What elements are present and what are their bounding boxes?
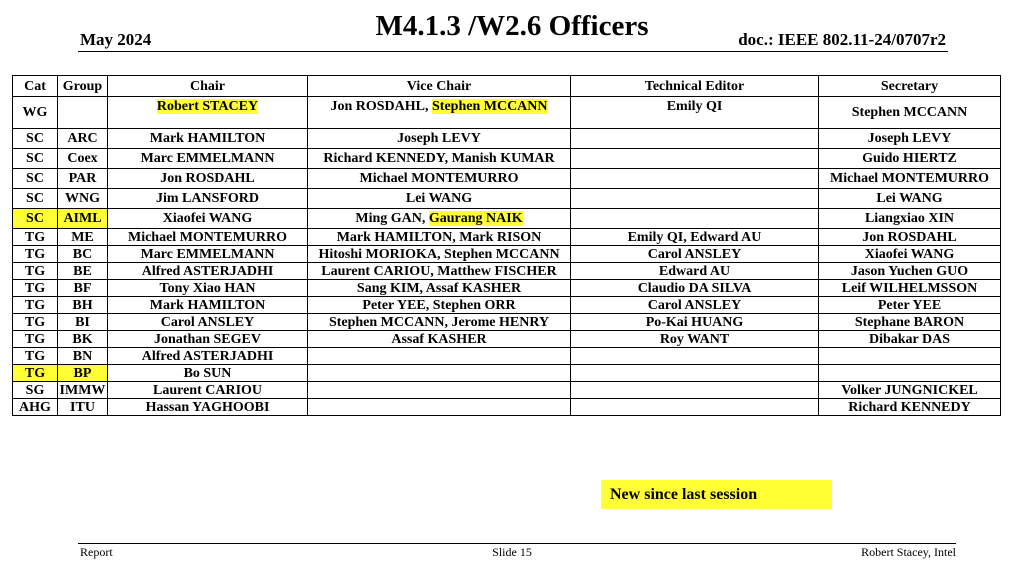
column-header-secretary: Secretary [819, 76, 1001, 97]
chair-cell: Hassan YAGHOOBI [108, 399, 308, 416]
chair-name-new: Robert STACEY [156, 99, 259, 114]
table-row-itu [13, 399, 1001, 416]
chair-cell [108, 97, 308, 129]
column-header-chair: Chair [108, 76, 308, 97]
group-cell: BI [58, 314, 108, 331]
secretary-cell: Stephane BARON [819, 314, 1001, 331]
table-row-coex [13, 149, 1001, 169]
cat-cell: TG [13, 348, 58, 365]
cat-cell: TG [13, 263, 58, 280]
secretary-cell [819, 365, 1001, 382]
group-cell: Coex [58, 149, 108, 169]
secretary-cell: Stephen MCCANN [819, 97, 1001, 129]
technical-editor-cell [571, 348, 819, 365]
cat-cell: TG [13, 246, 58, 263]
technical-editor-cell [571, 382, 819, 399]
secretary-cell: Jason Yuchen GUO [819, 263, 1001, 280]
technical-editor-cell: Carol ANSLEY [571, 297, 819, 314]
secretary-cell: Michael MONTEMURRO [819, 169, 1001, 189]
table-row-par [13, 169, 1001, 189]
technical-editor-cell: Carol ANSLEY [571, 246, 819, 263]
cat-cell: SC [13, 129, 58, 149]
chair-cell: Xiaofei WANG [108, 209, 308, 229]
cat-cell: AHG [13, 399, 58, 416]
group-cell-new: AIML [58, 209, 108, 229]
group-cell-new: BP [58, 365, 108, 382]
table-row-bn [13, 348, 1001, 365]
column-header-vice-chair: Vice Chair [308, 76, 571, 97]
vice-chair-cell: Stephen MCCANN, Jerome HENRY [308, 314, 571, 331]
group-cell [58, 97, 108, 129]
document-date: May 2024 [80, 30, 152, 49]
footer-author: Robert Stacey, Intel [861, 545, 956, 559]
table-row-bh [13, 297, 1001, 314]
cat-cell: TG [13, 280, 58, 297]
cat-cell-new: SC [13, 209, 58, 229]
secretary-cell: Richard KENNEDY [819, 399, 1001, 416]
group-cell: ARC [58, 129, 108, 149]
vice-chair-name-new: Gaurang NAIK [428, 211, 523, 226]
technical-editor-cell [571, 189, 819, 209]
chair-cell: Jonathan SEGEV [108, 331, 308, 348]
group-cell: ITU [58, 399, 108, 416]
chair-cell: Michael MONTEMURRO [108, 229, 308, 246]
cat-cell: TG [13, 229, 58, 246]
technical-editor-cell: Edward AU [571, 263, 819, 280]
technical-editor-cell: Po-Kai HUANG [571, 314, 819, 331]
chair-cell: Tony Xiao HAN [108, 280, 308, 297]
technical-editor-cell: Emily QI, Edward AU [571, 229, 819, 246]
technical-editor-cell: Emily QI [571, 97, 819, 129]
secretary-cell [819, 348, 1001, 365]
chair-cell: Marc EMMELMANN [108, 149, 308, 169]
chair-cell: Alfred ASTERJADHI [108, 348, 308, 365]
column-header-technical-editor: Technical Editor [571, 76, 819, 97]
technical-editor-cell [571, 365, 819, 382]
chair-cell: Bo SUN [108, 365, 308, 382]
vice-chair-cell [308, 97, 571, 129]
secretary-cell: Jon ROSDAHL [819, 229, 1001, 246]
secretary-cell: Lei WANG [819, 189, 1001, 209]
group-cell: IMMW [58, 382, 108, 399]
vice-chair-cell [308, 348, 571, 365]
technical-editor-cell [571, 129, 819, 149]
technical-editor-cell [571, 169, 819, 189]
table-row-bk [13, 331, 1001, 348]
vice-chair-cell [308, 382, 571, 399]
column-header-group: Group [58, 76, 108, 97]
chair-cell: Marc EMMELMANN [108, 246, 308, 263]
table-row-aiml [13, 209, 1001, 229]
technical-editor-cell: Claudio DA SILVA [571, 280, 819, 297]
officers-table [12, 75, 1001, 416]
secretary-cell: Guido HIERTZ [819, 149, 1001, 169]
secretary-cell: Leif WILHELMSSON [819, 280, 1001, 297]
vice-chair-cell: Mark HAMILTON, Mark RISON [308, 229, 571, 246]
vice-chair-cell: Joseph LEVY [308, 129, 571, 149]
cat-cell: SC [13, 169, 58, 189]
table-row-immw [13, 382, 1001, 399]
header-divider [78, 51, 948, 52]
cat-cell: SC [13, 149, 58, 169]
secretary-cell: Peter YEE [819, 297, 1001, 314]
group-cell: BC [58, 246, 108, 263]
chair-cell: Mark HAMILTON [108, 297, 308, 314]
table-header-row [13, 76, 1001, 97]
vice-chair-cell: Peter YEE, Stephen ORR [308, 297, 571, 314]
technical-editor-cell [571, 399, 819, 416]
footer-divider [78, 543, 956, 544]
group-cell: BH [58, 297, 108, 314]
chair-cell: Mark HAMILTON [108, 129, 308, 149]
chair-cell: Carol ANSLEY [108, 314, 308, 331]
group-cell: BN [58, 348, 108, 365]
group-cell: PAR [58, 169, 108, 189]
vice-chair-cell: Lei WANG [308, 189, 571, 209]
slide-title: M4.1.3 /W2.6 Officers [375, 10, 649, 42]
cat-cell: TG [13, 314, 58, 331]
group-cell: BE [58, 263, 108, 280]
chair-cell: Laurent CARIOU [108, 382, 308, 399]
secretary-cell: Dibakar DAS [819, 331, 1001, 348]
table-row-bi [13, 314, 1001, 331]
cat-cell-new: TG [13, 365, 58, 382]
secretary-cell: Volker JUNGNICKEL [819, 382, 1001, 399]
vice-chair-cell [308, 399, 571, 416]
table-row-bc [13, 246, 1001, 263]
technical-editor-cell [571, 149, 819, 169]
document-number: doc.: IEEE 802.11-24/0707r2 [738, 30, 946, 49]
chair-cell: Alfred ASTERJADHI [108, 263, 308, 280]
secretary-cell: Joseph LEVY [819, 129, 1001, 149]
table-row-arc [13, 129, 1001, 149]
vice-chair-name-new: Stephen MCCANN [432, 99, 548, 114]
technical-editor-cell: Roy WANT [571, 331, 819, 348]
vice-chair-cell: Assaf KASHER [308, 331, 571, 348]
new-since-last-session-legend: New since last session [601, 480, 832, 509]
vice-chair-cell [308, 365, 571, 382]
footer-report-label: Report [80, 545, 113, 559]
table-row-wg [13, 97, 1001, 129]
table-row-bf [13, 280, 1001, 297]
vice-chair-names: Ming GAN, [355, 211, 429, 226]
cat-cell: SG [13, 382, 58, 399]
cat-cell: WG [13, 97, 58, 129]
table-row-be [13, 263, 1001, 280]
cat-cell: TG [13, 297, 58, 314]
group-cell: BK [58, 331, 108, 348]
group-cell: BF [58, 280, 108, 297]
technical-editor-cell [571, 209, 819, 229]
column-header-cat: Cat [13, 76, 58, 97]
group-cell: ME [58, 229, 108, 246]
group-cell: WNG [58, 189, 108, 209]
chair-cell: Jim LANSFORD [108, 189, 308, 209]
cat-cell: TG [13, 331, 58, 348]
vice-chair-cell: Hitoshi MORIOKA, Stephen MCCANN [308, 246, 571, 263]
secretary-cell: Xiaofei WANG [819, 246, 1001, 263]
vice-chair-cell [308, 209, 571, 229]
vice-chair-cell: Laurent CARIOU, Matthew FISCHER [308, 263, 571, 280]
table-row-wng [13, 189, 1001, 209]
vice-chair-cell: Michael MONTEMURRO [308, 169, 571, 189]
secretary-cell: Liangxiao XIN [819, 209, 1001, 229]
table-row-bp [13, 365, 1001, 382]
chair-cell: Jon ROSDAHL [108, 169, 308, 189]
table-row-me [13, 229, 1001, 246]
slide-number: Slide 15 [492, 545, 532, 559]
vice-chair-names: Jon ROSDAHL, [330, 99, 433, 114]
cat-cell: SC [13, 189, 58, 209]
vice-chair-cell: Sang KIM, Assaf KASHER [308, 280, 571, 297]
vice-chair-cell: Richard KENNEDY, Manish KUMAR [308, 149, 571, 169]
